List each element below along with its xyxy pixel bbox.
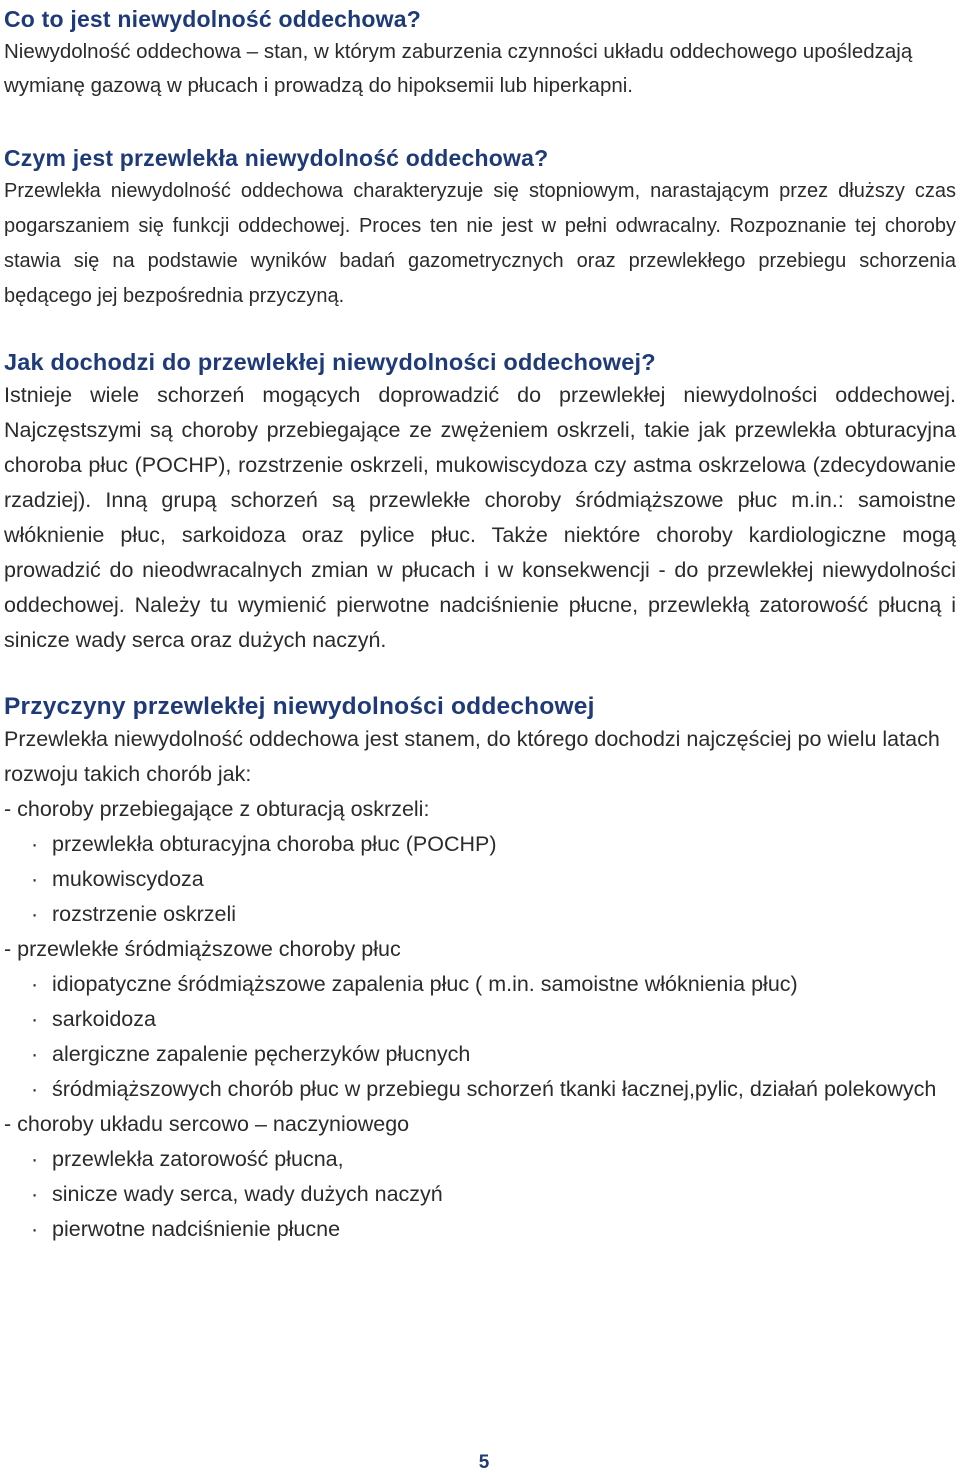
section-body: Przewlekła niewydolność oddechowa jest stanem, do którego dochodzi najczęściej po wielu latach rozwoju takich chorób jak: — [4, 727, 940, 786]
list-item: · śródmiąższowych chorób płuc w przebiegu schorzeń tkanki łacznej,pylic, działań polekowych — [4, 1072, 956, 1107]
causes-group-label: - choroby układu sercowo – naczyniowego — [4, 1112, 410, 1136]
causes-group-interstitial — [4, 932, 956, 1107]
causes-group-obstructive — [4, 792, 956, 932]
list-item: · idiopatyczne śródmiąższowe zapalenia płuc ( m.in. samoistne włóknienia płuc) — [4, 967, 956, 1002]
bullet-icon: · — [31, 902, 39, 926]
section-body: Istnieje wiele schorzeń mogących doprowadzić do przewlekłej niewydolności oddechowej. Najczęstszymi są choroby przebiegające ze zwężeniem oskrzeli, takie jak przewlekła obturacyjna choroba płuc (POCHP), rozstrzenie oskrzeli, mukowiscydoza czy astma oskrzelowa (zdecydowanie rzadziej). Inną grupą schorzeń są przewlekłe choroby śródmiąższowe płuc m.in.: samoistne włóknienie płuc, sarkoidoza oraz pylice płuc. Także niektóre choroby kardiologiczne mogą prowadzić do nieodwracalnych zmian w płucach i w konsekwencji - do przewlekłej niewydolności oddechowej. Należy tu wymienić pierwotne nadciśnienie płucne, przewlekłą zatorowość płucną i sinicze wady serca oraz dużych naczyń. — [4, 383, 956, 652]
section-body: Niewydolność oddechowa – stan, w którym zaburzenia czynności układu oddechowego upośledzają wymianę gazową w płucach i prowadzą do hipoksemii lub hiperkapni. — [4, 40, 913, 97]
section-body: Przewlekła niewydolność oddechowa charakteryzuje się stopniowym, narastającym przez dłuższy czas pogarszaniem się funkcji oddechowej. Proces ten nie jest w pełni odwracalny. Rozpoznanie tej choroby stawia się na podstawie wyników badań gazometrycznych oraz przewlekłego przebiegu schorzenia będącego jej bezpośrednia przyczyną. — [4, 180, 956, 307]
bullet-icon: · — [31, 1077, 39, 1101]
list-item: · przewlekła obturacyjna choroba płuc (POCHP) — [4, 827, 956, 862]
bullet-icon: · — [31, 1217, 39, 1241]
list-item: · sarkoidoza — [4, 1002, 956, 1037]
bullet-icon: · — [31, 1182, 39, 1206]
list-item: · rozstrzenie oskrzeli — [4, 897, 956, 932]
bullet-list — [4, 1142, 956, 1247]
bullet-icon: · — [31, 1147, 39, 1171]
section-causes — [4, 691, 956, 1247]
section-heading: Jak dochodzi do przewlekłej niewydolności oddechowej? — [4, 349, 656, 375]
list-item: · przewlekła zatorowość płucna, — [4, 1142, 956, 1177]
list-item: · sinicze wady serca, wady dużych naczyń — [4, 1177, 956, 1212]
list-item: · pierwotne nadciśnienie płucne — [4, 1212, 956, 1247]
causes-group-label: - choroby przebiegające z obturacją oskrzeli: — [4, 797, 430, 821]
list-item: · alergiczne zapalenie pęcherzyków płucnych — [4, 1037, 956, 1072]
section-heading: Czym jest przewlekła niewydolność oddechowa? — [4, 145, 549, 171]
document-page — [4, 4, 956, 1247]
bullet-icon: · — [31, 867, 39, 891]
list-item: · mukowiscydoza — [4, 862, 956, 897]
bullet-list — [4, 967, 956, 1107]
bullet-icon: · — [31, 832, 39, 856]
bullet-list — [4, 827, 956, 932]
bullet-icon: · — [31, 1007, 39, 1031]
section-chronic-respiratory-failure — [4, 143, 956, 314]
section-what-is-respiratory-failure — [4, 4, 956, 103]
causes-group-label: - przewlekłe śródmiąższowe choroby płuc — [4, 937, 401, 961]
bullet-icon: · — [31, 1042, 39, 1066]
section-heading: Przyczyny przewlekłej niewydolności oddechowej — [4, 693, 595, 720]
causes-group-cardiovascular — [4, 1107, 956, 1247]
bullet-icon: · — [31, 972, 39, 996]
page-number: 5 — [478, 1452, 490, 1473]
section-heading: Co to jest niewydolność oddechowa? — [4, 6, 422, 32]
section-how-it-develops — [4, 347, 956, 658]
